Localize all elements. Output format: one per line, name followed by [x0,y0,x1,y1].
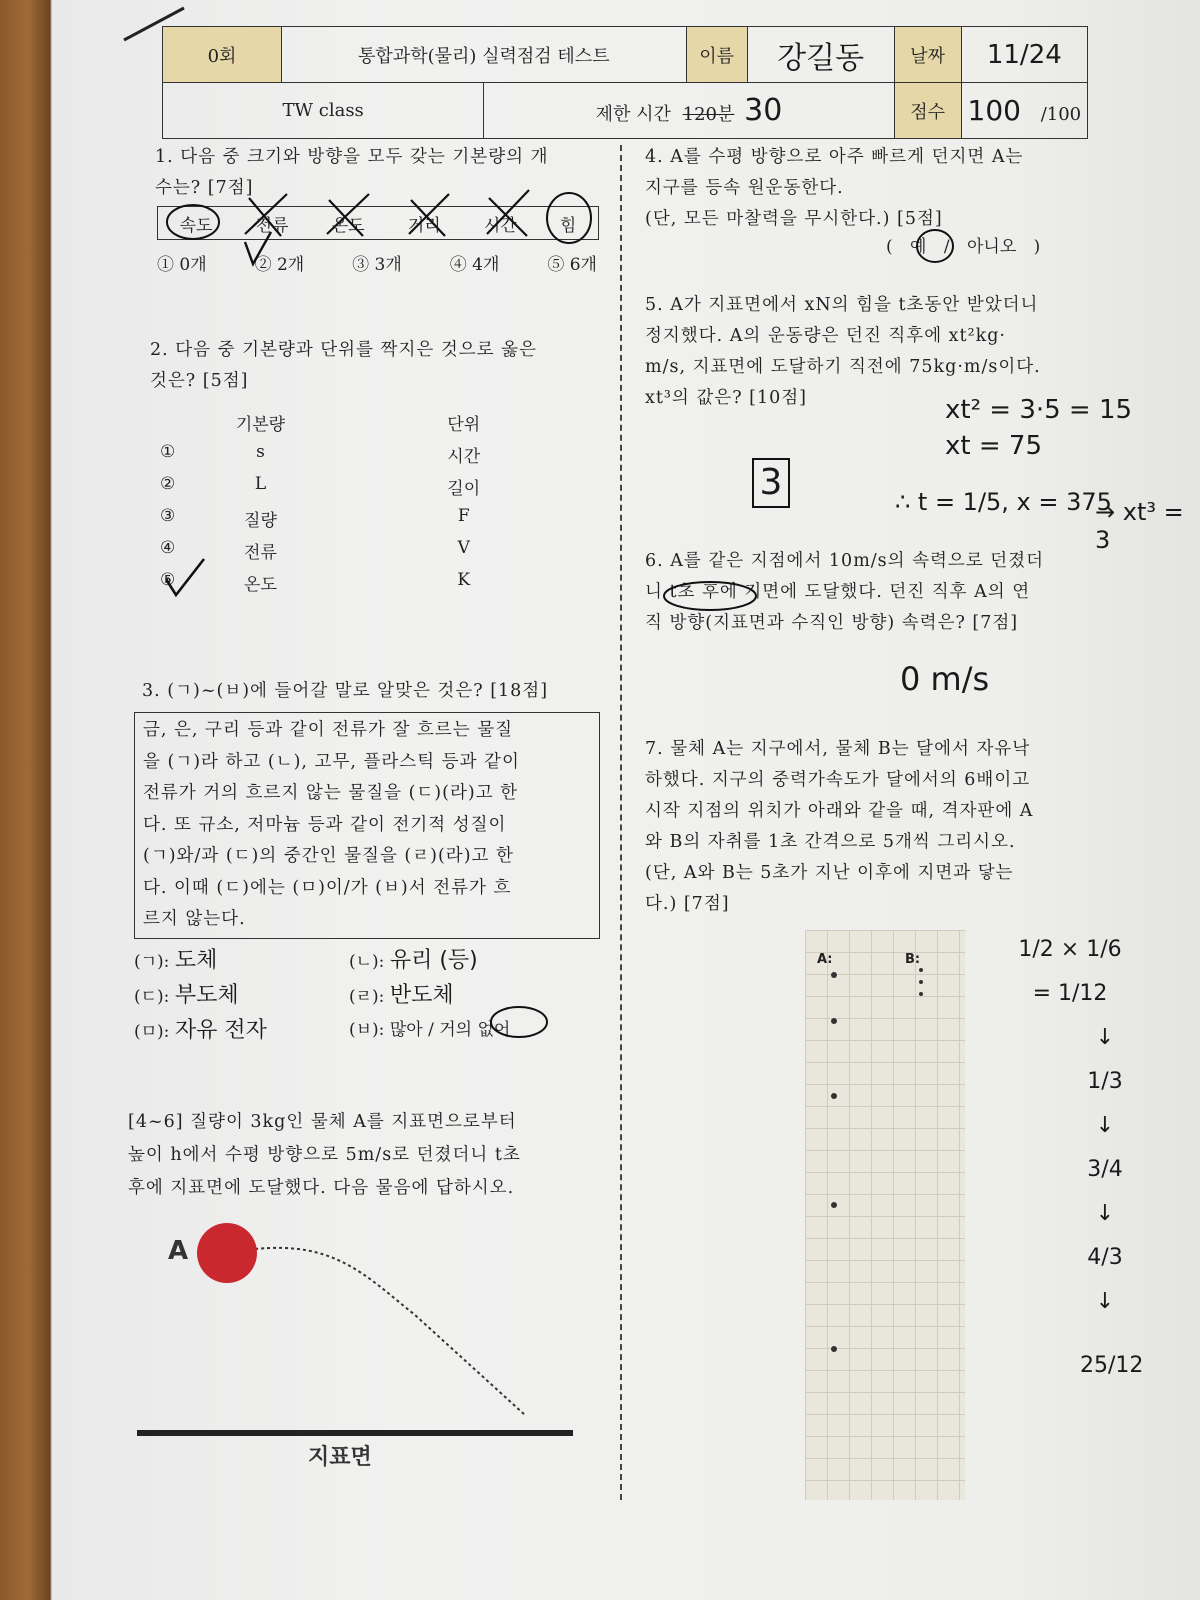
q2-row[interactable]: ④ 전류 V [160,538,470,563]
trace-dot-a [831,972,837,978]
q3-answer-value[interactable]: 부도체 [174,983,239,1008]
q7-line: 하했다. 지구의 중력가속도가 달에서의 6배이고 [645,770,1031,790]
q3-passage-line: 르지 않는다. [143,909,246,929]
ball-a [197,1223,257,1283]
q6-circle-mark [660,578,760,614]
round-cell: 0회 [163,27,282,83]
q1-item: 전류 [255,215,289,236]
q5-work: ∴ t = 1/5, x = 375 [895,488,1112,516]
q7-grid[interactable] [805,930,965,1500]
name-value: 강길동 [747,27,894,83]
grid-label-b: B: [905,952,921,967]
q6-line: 직 방향(지표면과 수직인 방향) 속력은? [7점] [645,613,1019,633]
q1-options [157,250,597,275]
q3-answer-value[interactable]: 유리 (등) [389,948,478,973]
q1-option[interactable]: ⑤ 6개 [547,255,597,275]
trace-dot-b [919,968,923,972]
q7-line: 7. 물체 A는 지구에서, 물체 B는 달에서 자유낙 [645,739,1031,759]
q3-passage-line: 다. 이때 (ㄷ)에는 (ㅁ)이/가 (ㅂ)서 전류가 흐 [143,877,512,898]
q1-item: 시간 [483,215,517,236]
header-table [162,26,1088,139]
q3-passage-line: 전류가 거의 흐르지 않는 물질을 (ㄷ)(라)고 한 [143,783,519,803]
date-value: 11/24 [961,27,1087,83]
q6-line: 니 t초 후에 지면에 도달했다. 던진 직후 A의 연 [645,582,1031,602]
trace-dot-a [831,1346,837,1352]
q7-line: (단, A와 B는 5초가 지난 이후에 지면과 닿는 [645,863,1014,883]
grid-label-a: A: [817,952,833,967]
q2-line2: 것은? [5점] [150,371,249,391]
q5-line: xt³의 값은? [10점] [645,388,807,408]
test-title: 통합과학(물리) 실력점검 테스트 [282,27,687,83]
date-label: 날짜 [894,27,961,83]
q1-option[interactable]: ② 2개 [254,255,305,275]
trace-dot-a [831,1202,837,1208]
intro-line: 높이 h에서 수평 방향으로 5m/s로 던졌더니 t초 [128,1145,521,1165]
trace-dot-a [831,1018,837,1024]
q1-item: 거리 [407,215,441,236]
q5-work: xt² = 3·5 = 15 xt = 75 [945,395,1133,461]
q2-stem [150,335,605,397]
score-value: 100 [967,94,1021,127]
q7-line: 시작 지점의 위치가 아래와 같을 때, 격자판에 A [645,801,1034,821]
name-label: 이름 [686,27,747,83]
q1-option[interactable]: ③ 3개 [352,255,402,275]
q5-line: 5. A가 지표면에서 xN의 힘을 t초동안 받았더니 [645,295,1039,315]
q7-work: 1/2 × 1/6 = 1/12 ↓ 1/3 ↓ 3/4 ↓ 4/3 ↓ 25/12 [1018,937,1144,1378]
time-handwritten: 30 [744,93,783,128]
projectile-diagram [135,1215,585,1475]
q1-line2: 수는? [7점] [155,178,254,198]
q3-passage-line: 을 (ㄱ)라 하고 (ㄴ), 고무, 플라스틱 등과 같이 [143,751,520,772]
q4-circle-mark [910,226,960,266]
q2-col-header: 기본량 [235,415,286,435]
q3-answer-value[interactable]: 반도체 [389,983,454,1008]
q4-stem [645,142,1115,235]
q5-answer-box[interactable]: 3 [752,458,790,508]
q3-answer-value[interactable]: 도체 [174,948,218,973]
trace-dot-b [919,980,923,984]
time-limit-cell [484,83,894,139]
q3-answer-value[interactable]: 많아 / 거의 없어 [389,1020,511,1040]
q2-row[interactable]: ① s 시간 [160,442,481,467]
q2-table [160,410,560,602]
class-cell: TW class [163,83,484,139]
q4-6-intro [128,1106,608,1205]
q3-circle-mark [484,1002,554,1042]
q3-passage-box [134,712,600,939]
q2-row[interactable]: ③ 질량 F [160,506,470,531]
q6-answer[interactable]: 0 m/s [900,660,990,698]
q1-option[interactable]: ④ 4개 [449,255,500,275]
score-label: 점수 [894,83,961,139]
q2-col-header: 단위 [447,415,481,435]
q2-checkmark [160,555,210,600]
q3-passage-line: (ㄱ)와/과 (ㄷ)의 중간인 물질을 (ㄹ)(라)고 한 [143,846,514,866]
column-divider [620,145,622,1500]
q7-line: 다.) [7점] [645,894,730,914]
q3-answer-value[interactable]: 자유 전자 [174,1018,267,1043]
q1-item: 온도 [331,215,365,236]
ground-label: 지표면 [308,1445,372,1470]
q4-line: (단, 모든 마찰력을 무시한다.) [5점] [645,209,943,229]
q3-passage-line: 금, 은, 구리 등과 같이 전류가 잘 흐르는 물질 [143,720,514,740]
q5-line: 정지했다. A의 운동량은 던진 직후에 xt²kg· [645,326,1006,346]
q1-item: 속도 [179,215,213,236]
q2-row[interactable]: ⑤ 온도 K [160,570,471,595]
intro-line: 후에 지표면에 도달했다. 다음 물음에 답하시오. [128,1178,515,1198]
q2-row[interactable]: ② L 길이 [160,474,481,499]
q3-title: 3. (ㄱ)~(ㅂ)에 들어갈 말로 알맞은 것은? [18점] [142,681,549,701]
score-cell [961,83,1087,139]
q1-option[interactable]: ① 0개 [157,255,207,275]
q3-answers: (ㄱ): 도체 (ㄴ): 유리 (등) (ㄷ): 부도체 (ㄹ): 반도체 (ㅁ): 자유 전자 (ㅂ): 많아 / 거의 없어 [134,948,511,1043]
q3-passage-line: 다. 또 규소, 저마늄 등과 같이 전기적 성질이 [143,814,507,835]
q1-item: 힘 [559,215,577,236]
intro-line: [4~6] 질량이 3kg인 물체 A를 지표면으로부터 [128,1112,517,1132]
q4-line: 4. A를 수평 방향으로 아주 빠르게 던지면 A는 [645,147,1024,167]
q6-line: 6. A를 같은 지점에서 10m/s의 속력으로 던졌더 [645,551,1045,571]
q1-line1: 1. 다음 중 크기와 방향을 모두 갖는 기본량의 개 [155,147,549,167]
q5-line: m/s, 지표면에 도달하기 직전에 75kg·m/s이다. [645,357,1041,377]
q4-line: 지구를 등속 원운동한다. [645,178,844,198]
time-label: 제한 시간 [595,104,671,125]
time-original: 120분 [682,104,735,125]
trace-dot-a [831,1093,837,1099]
q4-choice[interactable]: ( 예 / 아니오 ) [886,237,1041,257]
q2-line1: 2. 다음 중 기본량과 단위를 짝지은 것으로 옳은 [150,340,537,360]
q7-line: 와 B의 자취를 1초 간격으로 5개씩 그리시오. [645,832,1016,852]
q5-work: → xt³ = 3 [1095,498,1184,554]
ball-label: A [168,1236,189,1266]
q7-stem [645,734,1125,920]
trace-dot-b [919,992,923,996]
score-total: /100 [1040,104,1082,125]
